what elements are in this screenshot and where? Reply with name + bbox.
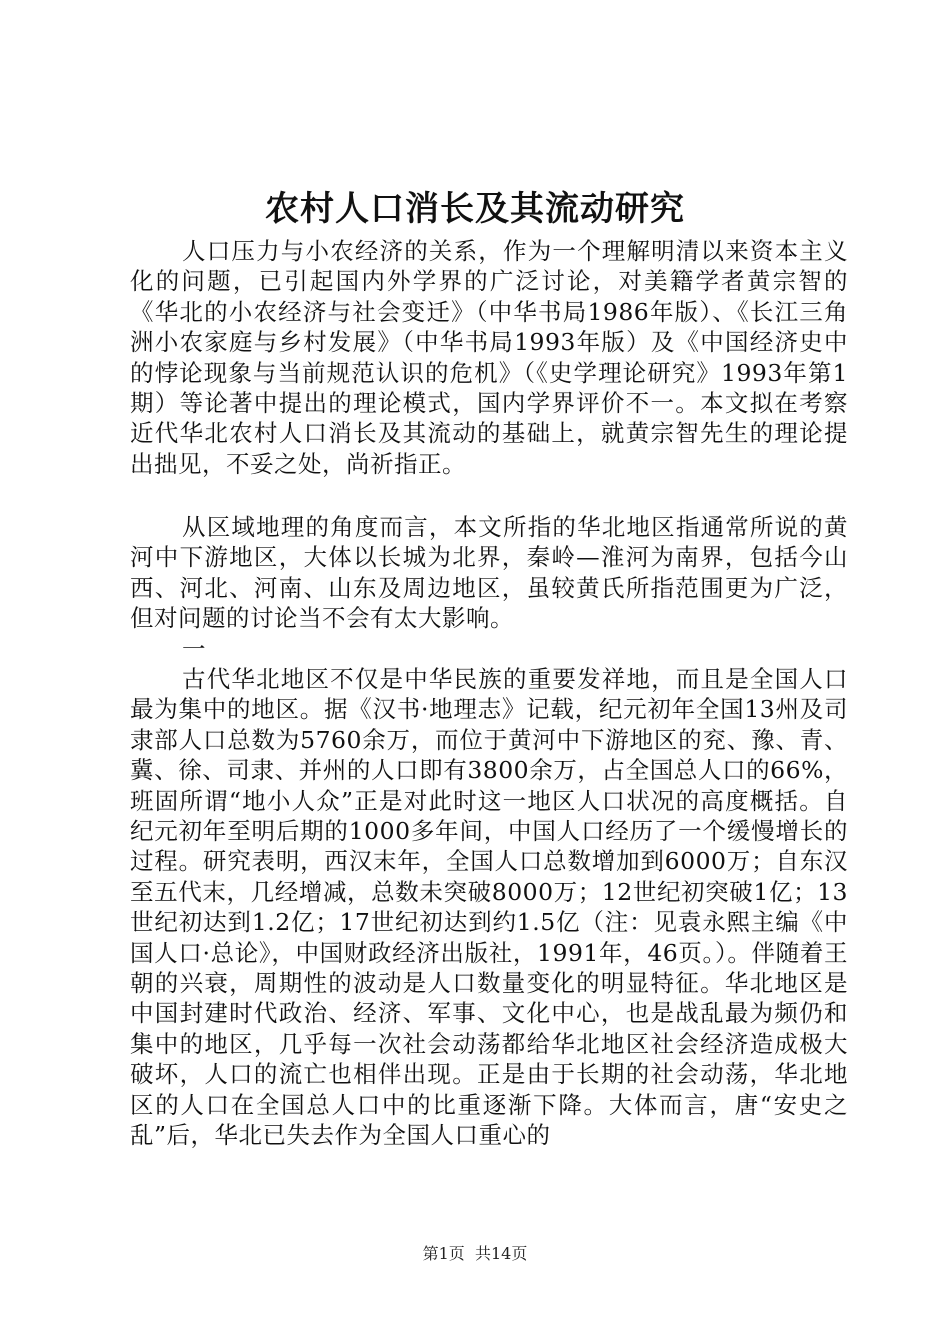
section-number: 一: [182, 635, 206, 663]
paragraph-intro: 人口压力与小农经济的关系，作为一个理解明清以来资本主义化的问题，已引起国内外学界的广泛讨论，对美籍学者黄宗智的《华北的小农经济与社会变迁》（中华书局1986年版）、《长江三角洲小农家庭与乡村发展》（中华书局1993年版）及《中国经济史中的悖论现象与当前规范认识的危机》（《史学理论研究》1993年第1期）等论著中提出的理论模式，国内学界评价不一。本文拟在考察近代华北农村人口消长及其流动的基础上，就黄宗智先生的理论提出拙见，不妥之处，尚祈指正。: [130, 237, 848, 478]
page-number: 第1页: [422, 1244, 465, 1263]
paragraph-region-definition: 从区域地理的角度而言，本文所指的华北地区指通常所说的黄河中下游地区，大体以长城为北界，秦岭—淮河为南界，包括今山西、河北、河南、山东及周边地区，虽较黄氏所指范围更为广泛，但对问题的讨论当不会有太大影响。: [130, 513, 848, 633]
page-footer: [0, 1243, 950, 1265]
page-total: 共14页: [474, 1244, 528, 1263]
paragraph-section-one: 古代华北地区不仅是中华民族的重要发祥地，而且是全国人口最为集中的地区。据《汉书·地理志》记载，纪元初年全国13州及司隶部人口总数为5760余万，而位于黄河中下游地区的兖、豫、青、冀、徐、司隶、并州的人口即有3800余万，占全国总人口的66%，班固所谓“地小人众”正是对此时这一地区人口状况的高度概括。自纪元初年至明后期的1000多年间，中国人口经历了一个缓慢增长的过程。研究表明，西汉末年，全国人口总数增加到6000万；自东汉至五代末，几经增减，总数未突破8000万；12世纪初突破1亿；13世纪初达到1.2亿；17世纪初达到约1.5亿（注：见袁永熙主编《中国人口·总论》，中国财政经济出版社，1991年，46页。）。伴随着王朝的兴衰，周期性的波动是人口数量变化的明显特征。华北地区是中国封建时代政治、经济、军事、文化中心，也是战乱最为频仍和集中的地区，几乎每一次社会动荡都给华北地区社会经济造成极大破坏，人口的流亡也相伴出现。正是由于长期的社会动荡，华北地区的人口在全国总人口中的比重逐渐下降。大体而言，唐“安史之乱”后，华北已失去作为全国人口重心的: [130, 665, 848, 1150]
document-title: 农村人口消长及其流动研究: [265, 189, 685, 229]
